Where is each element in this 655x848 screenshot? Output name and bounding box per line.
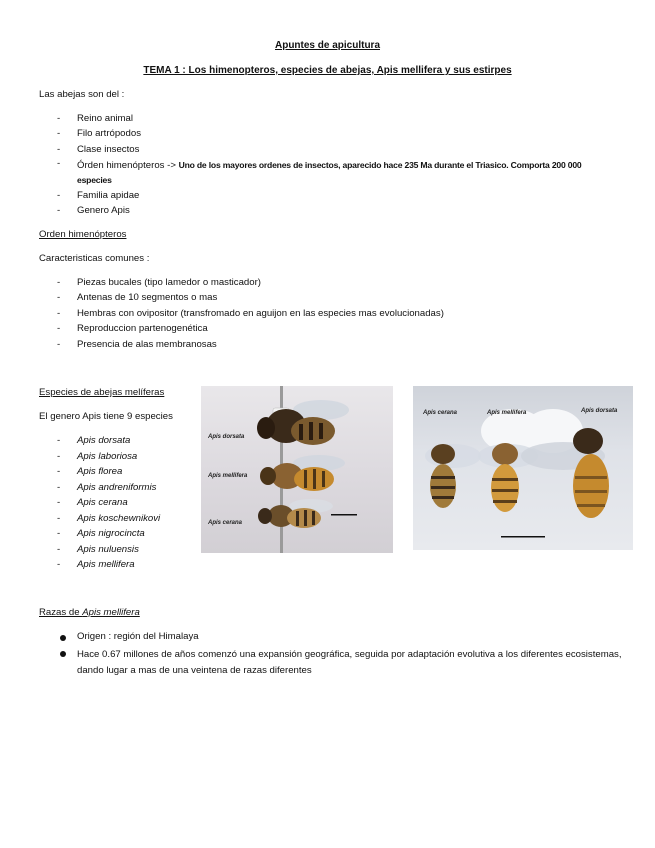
genero-line: El genero Apis tiene 9 especies: [39, 411, 173, 422]
photo-label: Apis cerana: [423, 410, 458, 416]
caract-intro: Caracteristicas comunes :: [39, 253, 150, 264]
especies-heading: Especies de abejas melíferas: [39, 387, 165, 398]
photo-label: Apis mellifera: [208, 473, 248, 479]
doc-title: Apuntes de apicultura: [274, 40, 380, 51]
list-item: Origen : región del Himalaya: [77, 631, 199, 642]
photo-label: Apis cerana: [208, 520, 243, 526]
orden-heading: Orden himenópteros: [39, 229, 127, 240]
bee-photo-pinned-drawing: [201, 386, 393, 553]
list-item: Hace 0.67 millones de años comenzó una expansión geográfica, seguida por adaptación evolutiva a los diferentes ecosistemas, dando lugar a mas de una veintena de razas diferentes: [77, 649, 622, 676]
orden-note: Uno de los mayores ordenes de insectos, aparecido hace 235 Ma durante el Triasico. Comporta 200 000 especies: [77, 160, 582, 185]
tema-title: TEMA 1 : Los himenopteros, especies de abejas, Apis mellifera y sus estirpes: [143, 65, 512, 76]
photo-label: Apis mellifera: [487, 410, 527, 416]
bee-photo-comparison: [413, 386, 633, 550]
intro-text: Las abejas son del :: [39, 89, 125, 100]
bee-photo-pinned: [201, 386, 393, 553]
bullet: [60, 635, 66, 641]
photo-label: Apis dorsata: [208, 434, 245, 440]
photo-label: Apis dorsata: [581, 408, 618, 414]
bullet: [60, 651, 66, 657]
razas-heading: Razas de Apis mellifera: [39, 607, 140, 618]
document-page: Apuntes de apicultura TEMA 1 : Los himenopteros, especies de abejas, Apis mellifera y sus estirpes Las abejas son del : - Reino animal - Filo artrópodos - Clase insectos - Órden himenópteros -> Uno de los mayores ordenes de insectos, aparecido hace 235 Ma durante el Triasico. Comporta 200 000 especies - Familia apidae - Genero Apis Orden himenópteros Caracteristicas comunes : - Piezas bucales (tipo lamedor o masticador) - Antenas de 10 segmentos o mas - Hembras con ovipositor (transfromado en aguijon en las especies mas evolucionadas) - Reproduccion partenogenética - Presencia de alas membranosas Especies de abejas melíferas El genero Apis tiene 9 especies - Apis dorsata - Apis laboriosa - Apis florea - Apis andreniformis - Apis cerana - Apis koschewnikovi - Apis nigrocincta - Apis nuluensis - Apis mellifera Apis dorsata Apis mellifera Apis cerana Apis cerana Apis mellifera Apis dorsata Razas de Apis mellifera Origen : región del Himalaya Hace 0.67 millones de años comenzó una expansión geográfica, seguida por adaptación evolutiva a los diferentes ecosistemas, dando lugar a mas de una veintena de razas diferentes: [0, 0, 655, 848]
